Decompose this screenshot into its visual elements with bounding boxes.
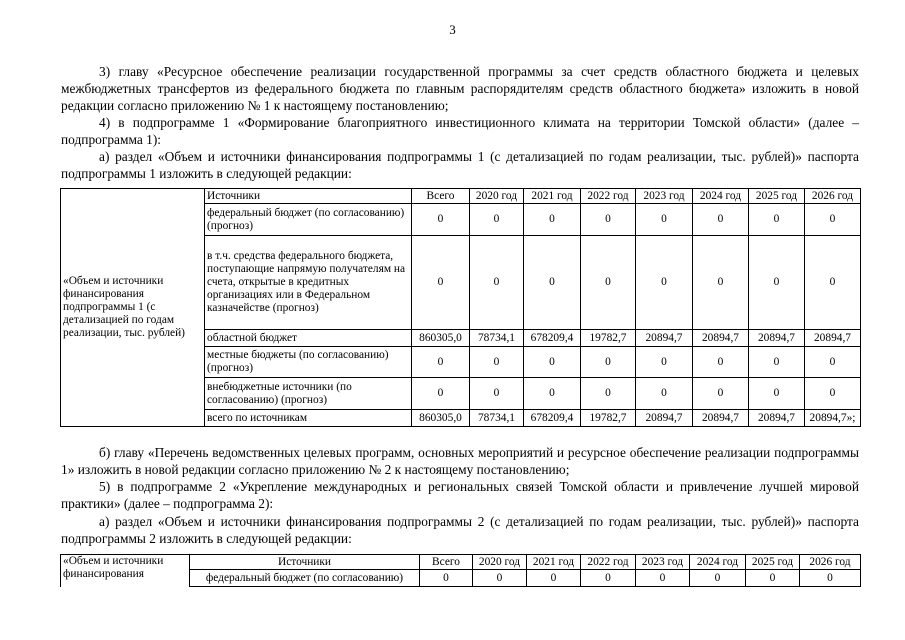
row-source: областной бюджет [205,330,412,347]
table2-header-2026: 2026 год [800,555,861,570]
table2-header-2021: 2021 год [527,555,581,570]
cell-2025: 20894,7 [749,330,805,347]
cell-2026: 0 [805,236,861,330]
funding-table-subprogram-1 [60,188,861,427]
paragraph-4b: б) главу «Перечень ведомственных целевых программ, основных мероприятий и ресурсное обеспечение реализации подпрограммы 1» изложить в новой редакции согласно приложению № 2 к настоящему постановлению; [61,445,859,477]
cell-2022: 0 [581,204,636,236]
cell-2025: 0 [749,204,805,236]
cell-2023: 0 [636,570,690,587]
cell-2025: 0 [749,236,805,330]
table1-header-2021: 2021 год [524,189,581,204]
paragraph-5a: а) раздел «Объем и источники финансирования подпрограммы 2 (с детализацией по годам реализации, тыс. рублей)» паспорта подпрограммы 2 изложить в следующей редакции: [61,514,859,546]
table1-side-label: «Объем и источники финансирования подпрограммы 1 (с детализацией по годам реализации, тыс. рублей) [61,189,205,427]
cell-2020: 0 [470,236,524,330]
table1-header-sources: Источники [205,189,412,204]
cell-2024: 0 [693,204,749,236]
table1-header-2022: 2022 год [581,189,636,204]
cell-2020: 0 [470,378,524,410]
cell-2020: 0 [473,570,527,587]
cell-2021: 0 [524,347,581,378]
cell-2023: 0 [636,204,693,236]
cell-2022: 0 [581,378,636,410]
funding-table-subprogram-2 [60,554,861,587]
cell-total: 0 [412,236,470,330]
table1-header-2025: 2025 год [749,189,805,204]
table2-header-2023: 2023 год [636,555,690,570]
table2-header-2024: 2024 год [690,555,746,570]
cell-total: 0 [420,570,473,587]
cell-2020: 78734,1 [470,330,524,347]
row-source: местные бюджеты (по согласованию) (прогноз) [205,347,412,378]
table2-header-2020: 2020 год [473,555,527,570]
cell-2022: 19782,7 [581,410,636,427]
cell-2021: 678209,4 [524,330,581,347]
cell-2022: 19782,7 [581,330,636,347]
table1-header-total: Всего [412,189,470,204]
cell-2022: 0 [581,347,636,378]
table2-header-total: Всего [420,555,473,570]
cell-2023: 20894,7 [636,330,693,347]
cell-2020: 0 [470,347,524,378]
cell-2025: 0 [749,347,805,378]
cell-2025: 20894,7 [749,410,805,427]
cell-2026: 0 [805,347,861,378]
cell-2022: 0 [581,570,636,587]
cell-2026: 20894,7 [805,330,861,347]
row-source: всего по источникам [205,410,412,427]
paragraph-5: 5) в подпрограмме 2 «Укрепление международных и региональных связей Томской области и привлечение лучшей мировой практики» (далее – подпрограмма 2): [61,479,859,511]
cell-2023: 0 [636,378,693,410]
cell-total: 860305,0 [412,330,470,347]
cell-2021: 0 [527,570,581,587]
table1-header-2023: 2023 год [636,189,693,204]
cell-total: 860305,0 [412,410,470,427]
cell-2026: 0 [805,378,861,410]
table2-side-label: «Объем и источники финансирования [61,555,190,587]
row-source: федеральный бюджет (по согласованию) [190,570,420,587]
cell-2024: 0 [693,378,749,410]
table2-header-sources: Источники [190,555,420,570]
table2-header-2022: 2022 год [581,555,636,570]
cell-2023: 0 [636,236,693,330]
cell-2025: 0 [746,570,800,587]
cell-2024: 20894,7 [693,330,749,347]
paragraph-4a: а) раздел «Объем и источники финансирования подпрограммы 1 (с детализацией по годам реализации, тыс. рублей)» паспорта подпрограммы 1 изложить в следующей редакции: [61,149,859,181]
table1-header-2020: 2020 год [470,189,524,204]
row-source: федеральный бюджет (по согласованию) (прогноз) [205,204,412,236]
cell-2021: 678209,4 [524,410,581,427]
cell-2024: 0 [690,570,746,587]
paragraph-3: 3) главу «Ресурсное обеспечение реализации государственной программы за счет средств областного бюджета и целевых межбюджетных трансфертов из федерального бюджета по главным распорядителям средств областного бюджета» изложить в новой редакции согласно приложению № 1 к настоящему постановлению; [61,64,859,113]
cell-2021: 0 [524,236,581,330]
cell-2024: 20894,7 [693,410,749,427]
page-number: 3 [449,22,456,37]
cell-total: 0 [412,347,470,378]
cell-2023: 20894,7 [636,410,693,427]
cell-2023: 0 [636,347,693,378]
cell-2020: 78734,1 [470,410,524,427]
paragraph-4: 4) в подпрограмме 1 «Формирование благоприятного инвестиционного климата на территории Томской области» (далее – подпрограмма 1): [61,115,859,147]
cell-2025: 0 [749,378,805,410]
cell-2026: 0 [805,204,861,236]
cell-total: 0 [412,378,470,410]
table1-header-2026: 2026 год [805,189,861,204]
row-source: внебюджетные источники (по согласованию) (прогноз) [205,378,412,410]
cell-2021: 0 [524,378,581,410]
cell-2022: 0 [581,236,636,330]
cell-total: 0 [412,204,470,236]
table2-header-2025: 2025 год [746,555,800,570]
cell-2024: 0 [693,347,749,378]
cell-2021: 0 [524,204,581,236]
row-source: в т.ч. средства федерального бюджета, поступающие напрямую получателям на счета, открытые в кредитных организациях или в Федеральном казначействе (прогноз) [205,236,412,330]
table1-header-2024: 2024 год [693,189,749,204]
cell-2020: 0 [470,204,524,236]
cell-2026: 0 [800,570,861,587]
cell-2026: 20894,7»; [805,410,861,427]
cell-2024: 0 [693,236,749,330]
